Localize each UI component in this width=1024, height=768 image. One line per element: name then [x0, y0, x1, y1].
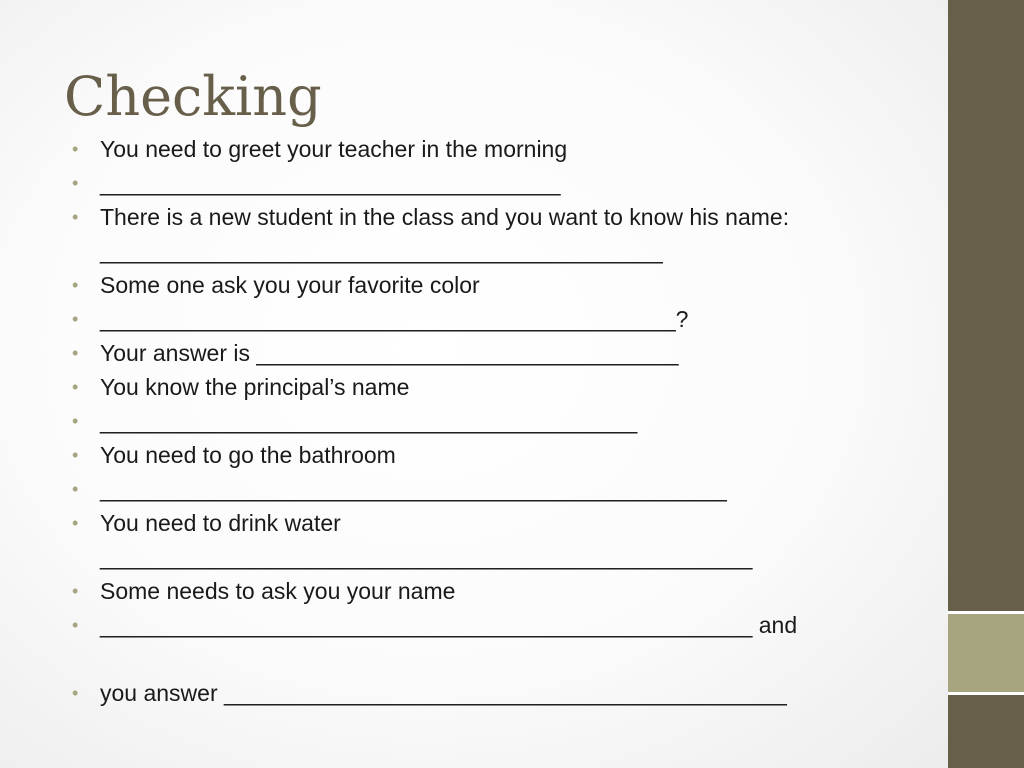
- answer-blank: you answer ____________________________________________: [100, 680, 787, 706]
- list-item: [72, 676, 932, 710]
- list-item-text: There is a new student in the class and you want to know his name:: [100, 204, 790, 230]
- answer-blank: ___________________________________________________ and: [100, 612, 798, 638]
- list-item-text: Some one ask you your favorite color: [100, 272, 480, 298]
- list-item: [72, 438, 932, 472]
- side-decor-divider: [948, 611, 1024, 614]
- list-item: [72, 404, 932, 438]
- list-item: [72, 166, 932, 200]
- list-item: [72, 268, 932, 302]
- answer-blank: _________________________________________________: [100, 476, 727, 502]
- bullet-icon: •: [72, 411, 79, 431]
- list-item-text: Your answer is _________________________________: [100, 340, 679, 366]
- side-decor-divider: [948, 692, 1024, 695]
- bullet-icon: •: [72, 445, 79, 465]
- list-item: [72, 302, 932, 336]
- list-item: [72, 574, 932, 608]
- bullet-icon: •: [72, 173, 79, 193]
- list-item: [72, 506, 932, 574]
- slide-title: Checking: [64, 65, 322, 128]
- bullet-icon: •: [72, 615, 79, 635]
- bullet-icon: •: [72, 309, 79, 329]
- bullet-icon: •: [72, 377, 79, 397]
- answer-blank: ___________________________________________________: [100, 544, 753, 570]
- bullet-icon: •: [72, 139, 79, 159]
- answer-blank: _____________________________________________?: [100, 306, 689, 332]
- list-item-text: You know the principal’s name: [100, 374, 410, 400]
- bullet-icon: •: [72, 479, 79, 499]
- list-item-text: You need to go the bathroom: [100, 442, 396, 468]
- answer-blank: ____________________________________: [100, 170, 561, 196]
- answer-blank: __________________________________________: [100, 408, 638, 434]
- list-item-text: You need to greet your teacher in the morning: [100, 136, 568, 162]
- bullet-icon: •: [72, 513, 79, 533]
- list-item: [72, 132, 932, 166]
- bullet-icon: •: [72, 275, 79, 295]
- bullet-list: [72, 132, 932, 710]
- list-item: [72, 370, 932, 404]
- bullet-icon: •: [72, 683, 79, 703]
- list-item-text: Some needs to ask you your name: [100, 578, 456, 604]
- list-item: [72, 472, 932, 506]
- list-item: [72, 336, 932, 370]
- list-item: [72, 608, 932, 642]
- bullet-icon: •: [72, 207, 79, 227]
- answer-blank: ____________________________________________: [100, 238, 663, 264]
- bullet-icon: •: [72, 343, 79, 363]
- list-item-text: You need to drink water: [100, 510, 341, 536]
- list-item: [72, 200, 932, 268]
- side-decor-accent: [948, 614, 1024, 692]
- bullet-icon: •: [72, 581, 79, 601]
